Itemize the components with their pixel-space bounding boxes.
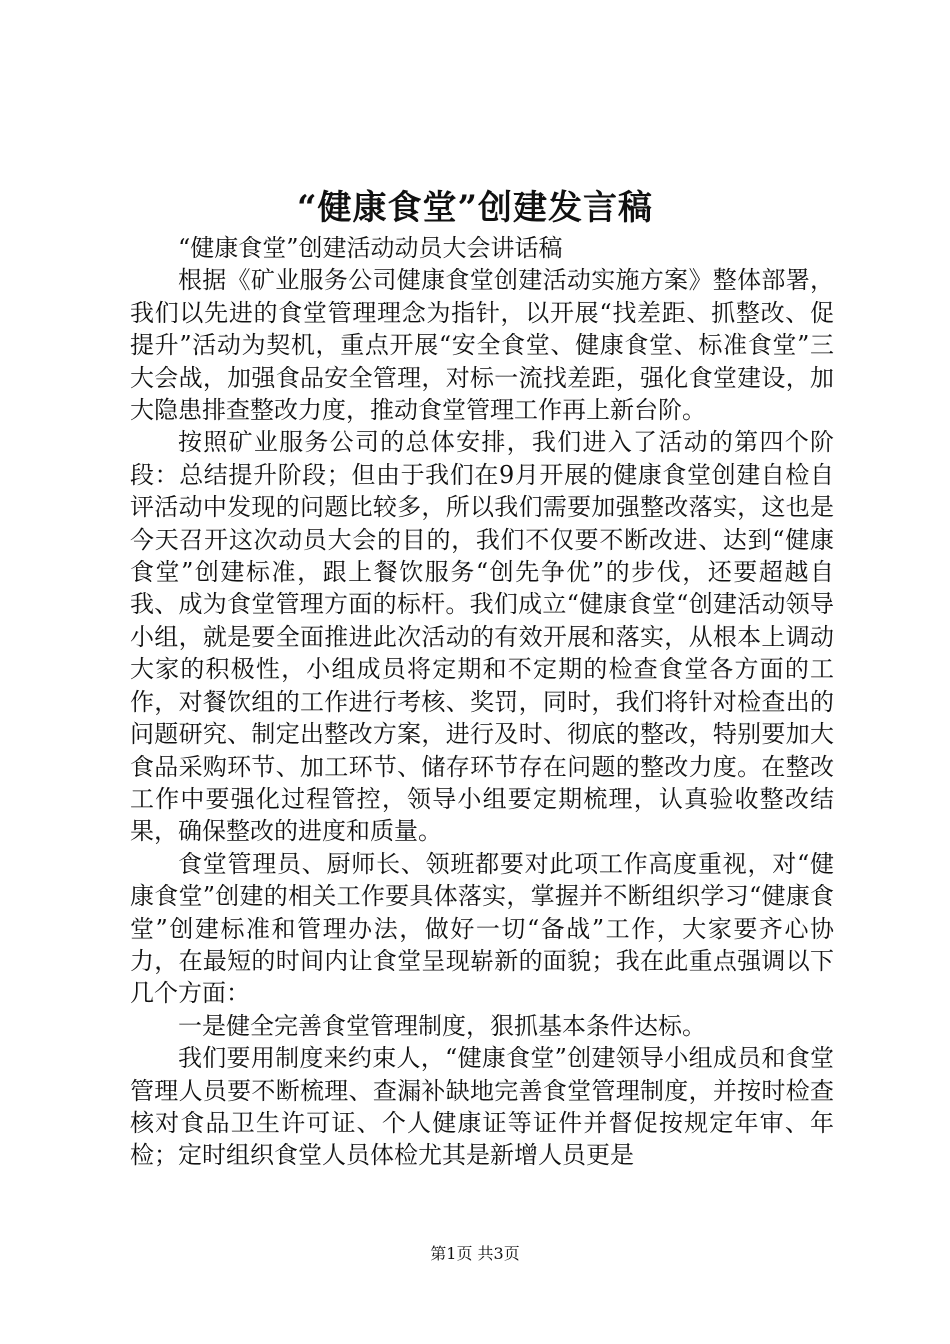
paragraph-5: 我们要用制度来约束人，“健康食堂”创建领导小组成员和食堂管理人员要不断梳理、查漏补缺地完善食堂管理制度，并按时检查核对食品卫生许可证、个人健康证等证件并督促按规定年审、年检；定时组织食堂人员体检尤其是新增人员更是 [130, 1044, 834, 1170]
paragraph-subtitle: “健康食堂”创建活动动员大会讲话稿 [178, 234, 563, 262]
document-body [130, 232, 834, 1172]
paragraph-4: 一是健全完善食堂管理制度，狠抓基本条件达标。 [178, 1011, 706, 1040]
page-title: “健康食堂”创建发言稿 [296, 188, 654, 228]
paragraph-2: 按照矿业服务公司的总体安排，我们进入了活动的第四个阶段：总结提升阶段；但由于我们在9月开展的健康食堂创建自检自评活动中发现的问题比较多，所以我们需要加强整改落实，这也是今天召开这次动员大会的目的，我们不仅要不断改进、达到“健康食堂”创建标准，跟上餐饮服务“创先争优”的步伐，还要超越自我、成为食堂管理方面的标杆。我们成立“健康食堂“创建活动领导小组，就是要全面推进此次活动的有效开展和落实，从根本上调动大家的积极性，小组成员将定期和不定期的检查食堂各方面的工作，对餐饮组的工作进行考核、奖罚，同时，我们将针对检查出的问题研究、制定出整改方案，进行及时、彻底的整改，特别要加大食品采购环节、加工环节、储存环节存在问题的整改力度。在整改工作中要强化过程管控，领导小组要定期梳理，认真验收整改结果，确保整改的进度和质量。 [130, 428, 834, 846]
paragraph-1: 根据《矿业服务公司健康食堂创建活动实施方案》整体部署，我们以先进的食堂管理理念为指针，以开展“找差距、抓整改、促提升”活动为契机，重点开展“安全食堂、健康食堂、标准食堂”三大会战，加强食品安全管理，对标一流找差距，强化食堂建设，加大隐患排查整改力度，推动食堂管理工作再上新台阶。 [130, 266, 834, 425]
page-footer: 第1页 共3页 [430, 1244, 520, 1263]
paragraph-3: 食堂管理员、厨师长、领班都要对此项工作高度重视，对“健康食堂”创建的相关工作要具体落实，掌握并不断组织学习“健康食堂”创建标准和管理办法，做好一切“备战”工作，大家要齐心协力，在最短的时间内让食堂呈现崭新的面貌；我在此重点强调以下几个方面： [130, 849, 834, 1008]
